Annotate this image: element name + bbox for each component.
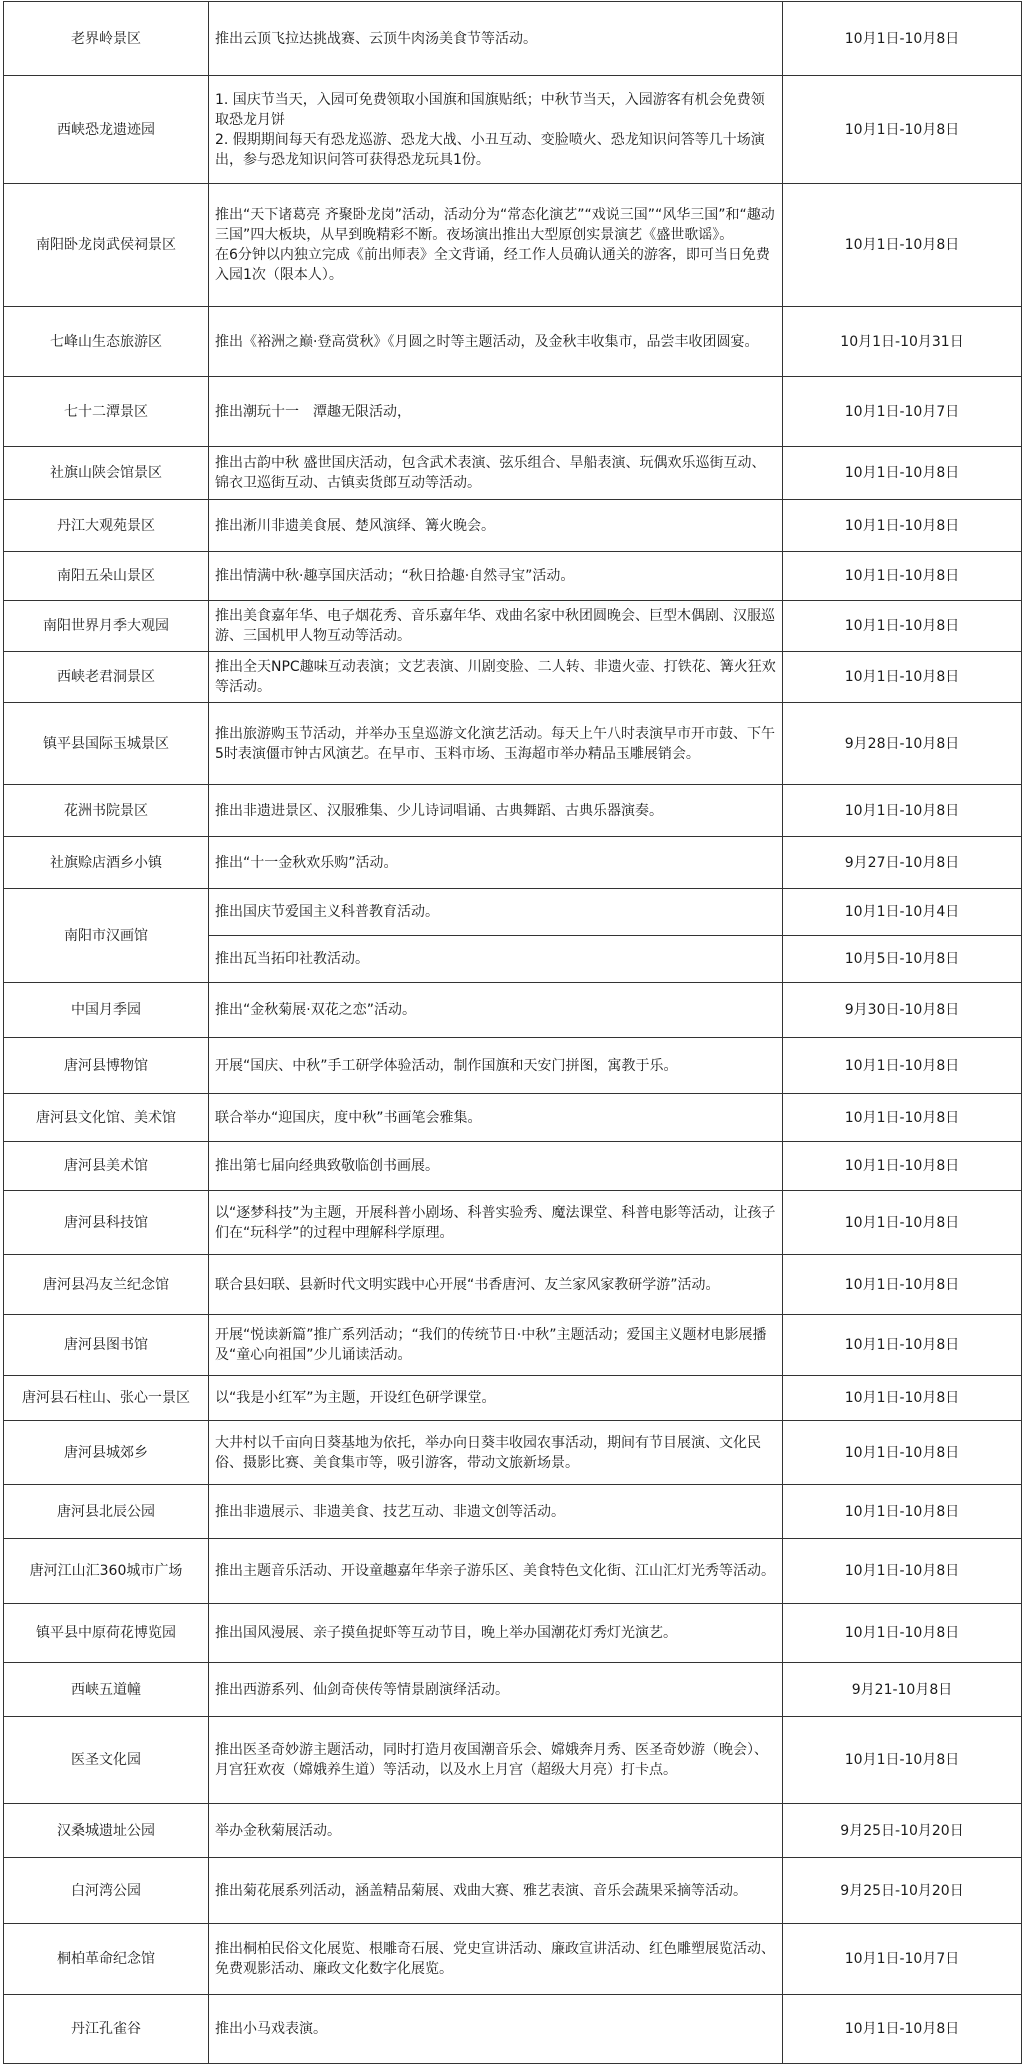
- table-row: [4, 889, 1022, 936]
- activity-date: 10月5日-10月8日: [783, 936, 1022, 983]
- venue-name: 唐河江山汇360城市广场: [4, 1539, 209, 1604]
- table-row: [4, 552, 1022, 601]
- table-row: [4, 1191, 1022, 1255]
- table-row: [4, 1539, 1022, 1604]
- table-row: [4, 1924, 1022, 1995]
- description-line: 2. 假期期间每天有恐龙巡游、恐龙大战、小丑互动、变脸喷火、恐龙知识问答等几十场演出，参与恐龙知识问答可获得恐龙玩具1份。: [215, 131, 765, 168]
- description-line: 开展“悦读新篇”推广系列活动；“我们的传统节日·中秋”主题活动；爱国主义题材电影展播及“童心向祖国”少儿诵读活动。: [215, 1327, 767, 1363]
- activity-date: 10月1日-10月8日: [783, 1142, 1022, 1191]
- table-row: [4, 601, 1022, 652]
- venue-name: 镇平县国际玉城景区: [4, 703, 209, 785]
- description-line: 推出非遗进景区、汉服雅集、少儿诗词唱诵、古典舞蹈、古典乐器演奏。: [215, 802, 663, 819]
- activity-date: 10月1日-10月31日: [783, 307, 1022, 377]
- description-line: 推出医圣奇妙游主题活动，同时打造月夜国潮音乐会、嫦娥奔月秀、医圣奇妙游（晚会）、月宫狂欢夜（嫦娥养生道）等活动，以及水上月宫（超级大月亮）打卡点。: [215, 1742, 768, 1778]
- description-line: 以“逐梦科技”为主题，开展科普小剧场、科普实验秀、魔法课堂、科普电影等活动，让孩子们在“玩科学”的过程中理解科学原理。: [215, 1204, 776, 1241]
- description-line: 推出《裕洲之巅·登高赏秋》《月圆之时等主题活动，及金秋丰收集市，品尝丰收团圆宴。: [215, 333, 759, 350]
- table-row: [4, 1038, 1022, 1094]
- venue-name: 唐河县文化馆、美术馆: [4, 1094, 209, 1142]
- activity-description: [209, 1094, 783, 1142]
- activity-description: [209, 447, 783, 500]
- venue-name: 南阳五朵山景区: [4, 552, 209, 601]
- activity-date: 10月1日-10月8日: [783, 500, 1022, 552]
- venue-name: 唐河县城郊乡: [4, 1421, 209, 1485]
- table-row: [4, 377, 1022, 447]
- description-line: 推出淅川非遗美食展、楚风演绎、篝火晚会。: [215, 517, 495, 534]
- table-row: [4, 1604, 1022, 1663]
- description-line: 推出桐柏民俗文化展览、根雕奇石展、党史宣讲活动、廉政宣讲活动、红色雕塑展览活动、免费观影活动、廉政文化数字化展览。: [215, 1941, 775, 1977]
- activity-date: 9月30日-10月8日: [783, 983, 1022, 1038]
- table-row: [4, 652, 1022, 703]
- activity-description: [209, 500, 783, 552]
- description-line: 以“我是小红军”为主题，开设红色研学课堂。: [215, 1390, 496, 1406]
- venue-name: 唐河县博物馆: [4, 1038, 209, 1094]
- activity-date: 10月1日-10月8日: [783, 1604, 1022, 1663]
- venue-name: 南阳卧龙岗武侯祠景区: [4, 184, 209, 307]
- activity-date: 10月1日-10月7日: [783, 377, 1022, 447]
- activity-date: 10月1日-10月8日: [783, 1717, 1022, 1804]
- venue-name: 唐河县石柱山、张心一景区: [4, 1376, 209, 1421]
- activity-description: [209, 1924, 783, 1995]
- table-row: [4, 1804, 1022, 1858]
- activity-date: 9月21-10月8日: [783, 1663, 1022, 1717]
- venue-name: 唐河县美术馆: [4, 1142, 209, 1191]
- venue-name: 唐河县科技馆: [4, 1191, 209, 1255]
- description-line: 推出第七届向经典致敬临创书画展。: [215, 1158, 439, 1174]
- activity-date: 10月1日-10月8日: [783, 447, 1022, 500]
- table-row: [4, 1376, 1022, 1421]
- table-row: [4, 447, 1022, 500]
- activity-description: [209, 837, 783, 889]
- activity-description: [209, 307, 783, 377]
- table-row: [4, 1995, 1022, 2064]
- activity-description: [209, 1995, 783, 2064]
- description-line: 推出国风漫展、亲子摸鱼捉虾等互动节目，晚上举办国潮花灯秀灯光演艺。: [215, 1625, 677, 1641]
- activity-description: [209, 785, 783, 837]
- description-line: 推出潮玩十一 潭趣无限活动，: [215, 403, 411, 420]
- description-line: 联合举办“迎国庆，度中秋”书画笔会雅集。: [215, 1109, 482, 1126]
- activity-description: [209, 1717, 783, 1804]
- table-row: [4, 837, 1022, 889]
- description-line: 推出“天下诸葛亮 齐聚卧龙岗”活动，活动分为“常态化演艺”“戏说三国”“风华三国”和“趣动三国”四大板块，从早到晚精彩不断。夜场演出推出大型原创实景演艺《盛世歌谣》。: [215, 207, 775, 243]
- table-row: [4, 1255, 1022, 1315]
- venue-name: 南阳世界月季大观园: [4, 601, 209, 652]
- table-row: [4, 1094, 1022, 1142]
- venue-name: 西峡五道幢: [4, 1663, 209, 1717]
- activity-date: 10月1日-10月7日: [783, 1924, 1022, 1995]
- activity-date: 10月1日-10月8日: [783, 1255, 1022, 1315]
- activity-date: 10月1日-10月8日: [783, 1485, 1022, 1539]
- venue-name: 南阳市汉画馆: [4, 889, 209, 983]
- activity-date: 10月1日-10月8日: [783, 1539, 1022, 1604]
- venue-name: 白河湾公园: [4, 1858, 209, 1924]
- description-line: 推出旅游购玉节活动，并举办玉皇巡游文化演艺活动。每天上午八时表演早市开市鼓、下午5时表演僵市钟古风演艺。在早市、玉料市场、玉海超市举办精品玉雕展销会。: [215, 725, 775, 762]
- activity-description: [209, 1376, 783, 1421]
- activity-date: 10月1日-10月8日: [783, 1094, 1022, 1142]
- activity-description: [209, 1539, 783, 1604]
- activity-description: [209, 1255, 783, 1315]
- activity-date: 9月25日-10月20日: [783, 1858, 1022, 1924]
- table-row: [4, 184, 1022, 307]
- activity-description: [209, 1663, 783, 1717]
- venue-name: 七峰山生态旅游区: [4, 307, 209, 377]
- activity-description: [209, 1315, 783, 1376]
- table-row: [4, 76, 1022, 184]
- description-line: 推出“十一金秋欢乐购”活动。: [215, 854, 398, 871]
- description-line: 推出云顶飞拉达挑战赛、云顶牛肉汤美食节等活动。: [215, 30, 537, 47]
- description-line: 推出主题音乐活动、开设童趣嘉年华亲子游乐区、美食特色文化街、江山汇灯光秀等活动。: [215, 1563, 775, 1579]
- description-line: 联合县妇联、县新时代文明实践中心开展“书香唐河、友兰家风家教研学游”活动。: [215, 1276, 720, 1293]
- venue-name: 西峡恐龙遗迹园: [4, 76, 209, 184]
- venue-name: 社旗山陕会馆景区: [4, 447, 209, 500]
- description-line: 推出“金秋菊展·双花之恋”活动。: [215, 1002, 416, 1018]
- table-row: [4, 307, 1022, 377]
- activity-date: 10月1日-10月8日: [783, 1995, 1022, 2064]
- activity-description: [209, 377, 783, 447]
- activity-date: 10月1日-10月8日: [783, 1038, 1022, 1094]
- activity-description: [209, 601, 783, 652]
- venue-name: 汉桑城遗址公园: [4, 1804, 209, 1858]
- activity-date: 9月25日-10月20日: [783, 1804, 1022, 1858]
- activity-date: 9月27日-10月8日: [783, 837, 1022, 889]
- venue-name: 丹江孔雀谷: [4, 1995, 209, 2064]
- activity-date: 10月1日-10月8日: [783, 184, 1022, 307]
- description-line: 大井村以千亩向日葵基地为依托，举办向日葵丰收园农事活动，期间有节目展演、文化民俗、摄影比赛、美食集市等，吸引游客，带动文旅新场景。: [215, 1434, 761, 1471]
- table-row: [4, 1663, 1022, 1717]
- description-line: 推出西游系列、仙剑奇侠传等情景剧演绎活动。: [215, 1681, 509, 1698]
- description-line: 推出菊花展系列活动，涵盖精品菊展、戏曲大赛、雅艺表演、音乐会蔬果采摘等活动。: [215, 1882, 747, 1899]
- description-line: 推出古韵中秋 盛世国庆活动，包含武术表演、弦乐组合、旱船表演、玩偶欢乐巡街互动、锦衣卫巡街互动、古镇卖货郎互动等活动。: [215, 455, 766, 491]
- activity-description: [209, 1604, 783, 1663]
- activity-description: [209, 1142, 783, 1191]
- activity-date: 9月28日-10月8日: [783, 703, 1022, 785]
- activity-description: [209, 1485, 783, 1539]
- activity-date: 10月1日-10月4日: [783, 889, 1022, 936]
- venue-name: 医圣文化园: [4, 1717, 209, 1804]
- table-row: [4, 1315, 1022, 1376]
- venue-name: 花洲书院景区: [4, 785, 209, 837]
- venue-name: 唐河县冯友兰纪念馆: [4, 1255, 209, 1315]
- activity-description: [209, 1421, 783, 1485]
- activity-description: [209, 936, 783, 983]
- activity-date: 10月1日-10月8日: [783, 2, 1022, 76]
- description-line: 推出美食嘉年华、电子烟花秀、音乐嘉年华、戏曲名家中秋团圆晚会、巨型木偶剧、汉服巡游、三国机甲人物互动等活动。: [215, 608, 775, 644]
- activity-date: 10月1日-10月8日: [783, 1315, 1022, 1376]
- venue-name: 社旗赊店酒乡小镇: [4, 837, 209, 889]
- activity-description: [209, 1038, 783, 1094]
- activity-description: [209, 983, 783, 1038]
- description-line: 推出情满中秋·趣享国庆活动；“秋日拾趣·自然寻宝”活动。: [215, 568, 575, 584]
- activity-description: [209, 76, 783, 184]
- description-line: 开展“国庆、中秋”手工研学体验活动，制作国旗和天安门拼图，寓教于乐。: [215, 1057, 678, 1074]
- table-row: [4, 983, 1022, 1038]
- table-row: [4, 1717, 1022, 1804]
- activity-description: [209, 1804, 783, 1858]
- table-row: [4, 2, 1022, 76]
- activity-date: 10月1日-10月8日: [783, 785, 1022, 837]
- activity-description: [209, 1858, 783, 1924]
- activity-description: [209, 889, 783, 936]
- table-row: [4, 500, 1022, 552]
- venue-name: 老界岭景区: [4, 2, 209, 76]
- table-row: [4, 1142, 1022, 1191]
- description-line: 推出国庆节爱国主义科普教育活动。: [215, 904, 439, 920]
- activity-description: [209, 2, 783, 76]
- activity-description: [209, 1191, 783, 1255]
- description-line: 推出全天NPC趣味互动表演；文艺表演、川剧变脸、二人转、非遗火壶、打铁花、篝火狂欢等活动。: [215, 659, 776, 695]
- activities-table-body: [4, 2, 1022, 2064]
- venue-name: 中国月季园: [4, 983, 209, 1038]
- activity-description: [209, 552, 783, 601]
- description-line: 1. 国庆节当天，入园可免费领取小国旗和国旗贴纸；中秋节当天，入园游客有机会免费领取恐龙月饼: [215, 91, 765, 128]
- venue-name: 唐河县北辰公园: [4, 1485, 209, 1539]
- table-row: [4, 1485, 1022, 1539]
- venue-name: 丹江大观苑景区: [4, 500, 209, 552]
- venue-name: 西峡老君洞景区: [4, 652, 209, 703]
- activity-date: 10月1日-10月8日: [783, 601, 1022, 652]
- description-line: 在6分钟以内独立完成《前出师表》全文背诵，经工作人员确认通关的游客，即可当日免费入园1次（限本人）。: [215, 247, 770, 283]
- activity-description: [209, 652, 783, 703]
- activity-description: [209, 703, 783, 785]
- activity-date: 10月1日-10月8日: [783, 1421, 1022, 1485]
- table-row: [4, 703, 1022, 785]
- table-row: [4, 1421, 1022, 1485]
- activity-date: 10月1日-10月8日: [783, 1376, 1022, 1421]
- venue-name: 桐柏革命纪念馆: [4, 1924, 209, 1995]
- activity-description: [209, 184, 783, 307]
- venue-name: 七十二潭景区: [4, 377, 209, 447]
- venue-name: 唐河县图书馆: [4, 1315, 209, 1376]
- activity-date: 10月1日-10月8日: [783, 652, 1022, 703]
- description-line: 推出非遗展示、非遗美食、技艺互动、非遗文创等活动。: [215, 1503, 565, 1520]
- activity-date: 10月1日-10月8日: [783, 1191, 1022, 1255]
- description-line: 推出瓦当拓印社教活动。: [215, 951, 369, 967]
- table-row: [4, 1858, 1022, 1924]
- activity-date: 10月1日-10月8日: [783, 552, 1022, 601]
- venue-name: 镇平县中原荷花博览园: [4, 1604, 209, 1663]
- description-line: 推出小马戏表演。: [215, 2021, 327, 2037]
- activity-date: 10月1日-10月8日: [783, 76, 1022, 184]
- description-line: 举办金秋菊展活动。: [215, 1822, 341, 1839]
- table-row: [4, 785, 1022, 837]
- activities-table: [3, 1, 1022, 2064]
